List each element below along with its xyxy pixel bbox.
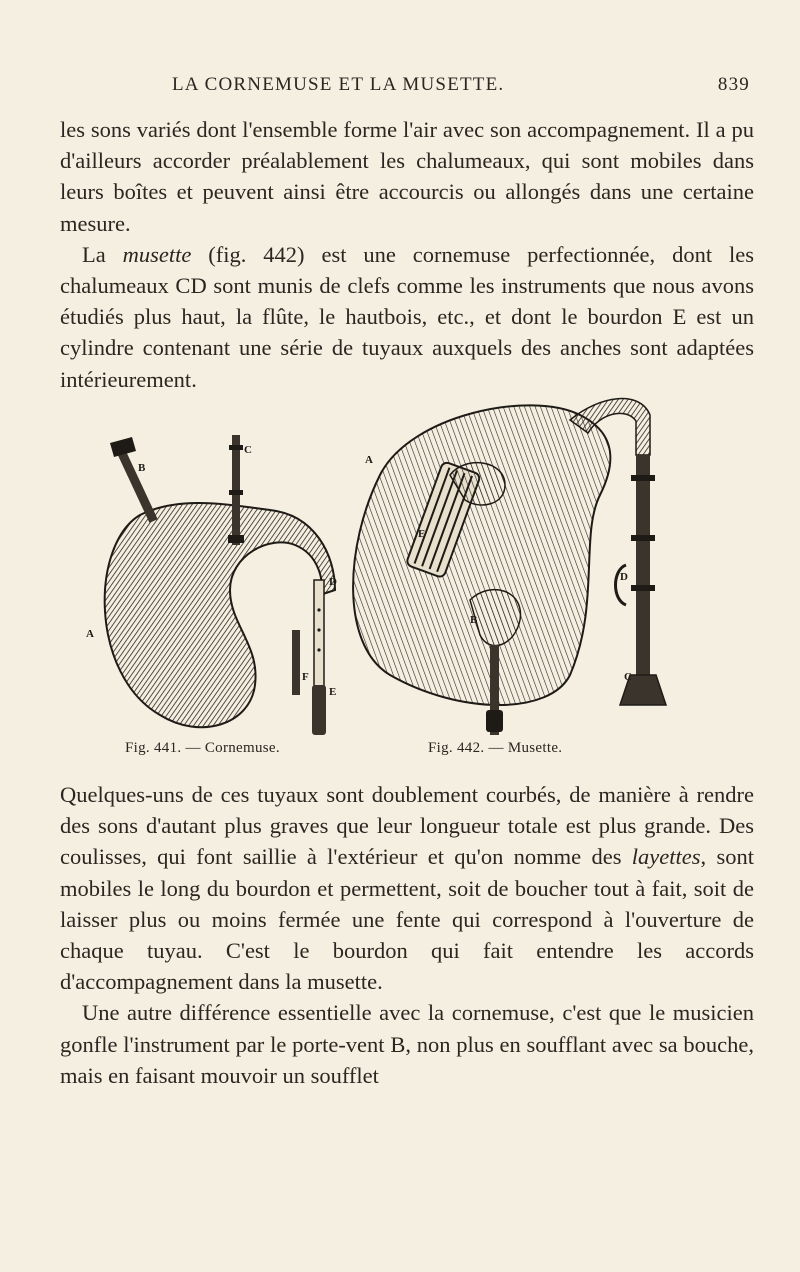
figure-442-caption: Fig. 442. — Musette. [428,740,563,756]
paragraph-2-part2: , sont mobiles le long du bourdon et permettent, soit de boucher tout à fait, soit de laisser plus ou moins fermée une fente qui correspond à l'ouverture de chaque tuyau. C'est le bourdon qui fait entendre les accords d'accompagnement dans la musette. [60,844,754,995]
fig442-label-b: B [470,614,478,626]
fig442-label-d: D [620,571,628,583]
figures-block [60,385,754,755]
fig441-label-a: A [86,628,94,640]
fig442-label-a: A [365,454,373,466]
fig441-label-e: E [329,686,337,698]
term-layettes: layettes [631,844,701,870]
fig441-label-c: C [244,444,252,456]
term-musette: musette [122,241,192,267]
running-title: LA CORNEMUSE ET LA MUSETTE. [172,74,505,95]
paragraph-3: Une autre différence essentielle avec la cornemuse, c'est que le musicien gonfle l'instrument par le porte-vent B, non plus en soufflant avec sa bouche, mais en faisant mouvoir un soufflet [60,1000,754,1088]
page-number: 839 [717,74,750,95]
paragraph-2-part1: Quelques-uns de ces tuyaux sont doublement courbés, de manière à rendre des sons d'autant plus graves que leur longueur totale est plus grande. Des coulisses, qui font saillie à l'extérieur et qu'on nomme des [60,782,754,870]
paragraph-1-part2-prefix: La [82,241,123,267]
musette-illustration [330,385,730,740]
paragraph-1-part2-rest: (fig. 442) est une cornemuse perfectionnée, dont les chalumeaux CD sont munis de clefs comme les instruments que nous avons étudiés plus haut, la flûte, le hautbois, etc., et dont le bourdon E est un cylindre contenant une série de tuyaux auxquels des anches sont adaptées intérieurement. [60,241,754,392]
fig442-label-c: C [624,671,632,683]
fig441-label-d: D [329,576,337,588]
paragraph-1 [60,114,754,395]
running-header [60,74,750,104]
fig441-label-f: F [302,671,309,683]
paragraph-1-part1: les sons variés dont l'ensemble forme l'air avec son accompagnement. Il a pu d'ailleurs accorder préalablement les chalumeaux, qui sont mobiles dans leurs boîtes et peuvent ainsi être accourcis ou allongés dans une certaine mesure. [60,117,754,236]
fig442-label-e: E [418,528,426,540]
fig441-label-b: B [138,462,146,474]
figure-441-caption: Fig. 441. — Cornemuse. [125,740,280,756]
paragraph-2 [60,779,754,1091]
